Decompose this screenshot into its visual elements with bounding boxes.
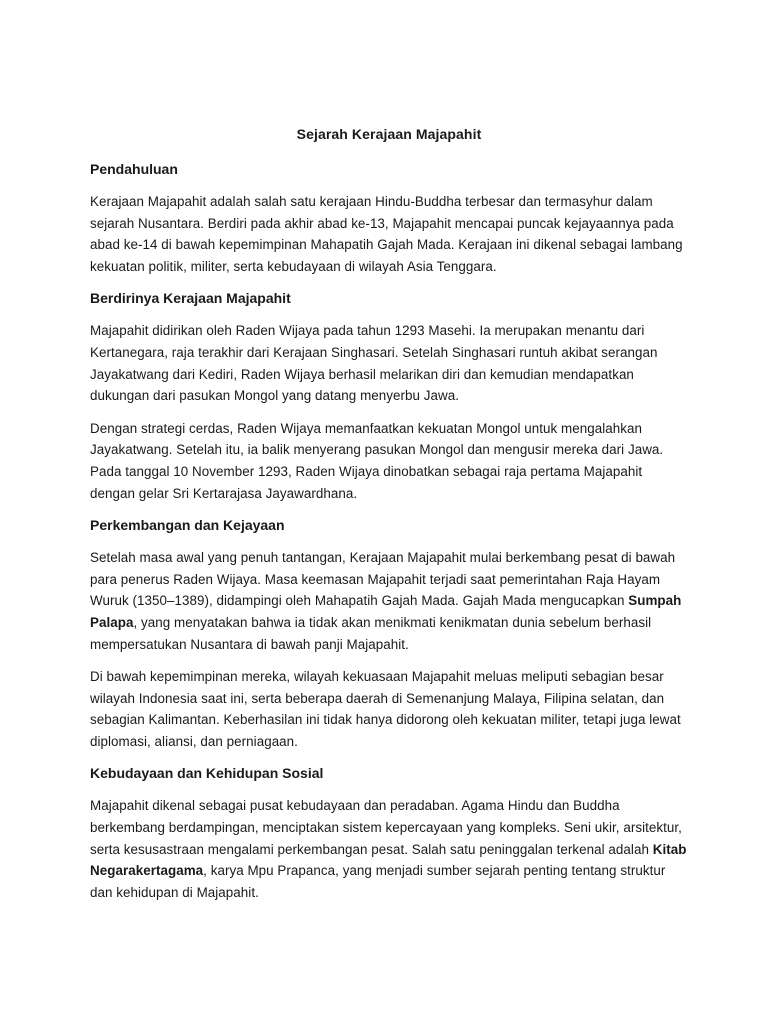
paragraph-text: , yang menyatakan bahwa ia tidak akan menikmati kenikmatan dunia sebelum berhasil mempersatukan Nusantara di bawah panji Majapahit. <box>90 614 652 652</box>
heading-pendahuluan: Pendahuluan <box>90 161 178 177</box>
paragraph-berdirinya-2: Dengan strategi cerdas, Raden Wijaya memanfaatkan kekuatan Mongol untuk mengalahkan Jayakatwang. Setelah itu, ia balik menyerang pasukan Mongol dan mengusir mereka dari Jawa. Pada tanggal 10 November 1293, Raden Wijaya dinobatkan sebagai raja pertama Majapahit dengan gelar Sri Kertarajasa Jayawardhana. <box>90 420 664 501</box>
paragraph-text: , karya Mpu Prapanca, yang menjadi sumber sejarah penting tentang struktur dan kehidupan di Majapahit. <box>90 863 666 900</box>
paragraph-perkembangan-2: Di bawah kepemimpinan mereka, wilayah kekuasaan Majapahit meluas meliputi sebagian besar wilayah Indonesia saat ini, serta beberapa daerah di Semenanjung Malaya, Filipina selatan, dan sebagian Kalimantan. Keberhasilan ini tidak hanya didorong oleh kekuatan militer, tetapi juga lewat diplomasi, aliansi, dan perniagaan. <box>90 669 681 749</box>
heading-perkembangan: Perkembangan dan Kejayaan <box>90 517 285 534</box>
paragraph-berdirinya-1: Majapahit didirikan oleh Raden Wijaya pada tahun 1293 Masehi. Ia merupakan menantu dari Kertanegara, raja terakhir dari Kerajaan Singhasari. Setelah Singhasari runtuh akibat serangan Jayakatwang dari Kediri, Raden Wijaya berhasil melarikan diri dan kemudian mendapatkan dukungan dari pasukan Mongol yang datang menyerbu Jawa. <box>90 323 658 404</box>
paragraph-text: Majapahit dikenal sebagai pusat kebudayaan dan peradaban. Agama Hindu dan Buddha berkembang berdampingan, menciptakan sistem kepercayaan yang kompleks. Seni ukir, arsitektur, serta kesusastraan mengalami perkembangan pesat. Salah satu peninggalan terkenal adalah <box>90 798 682 857</box>
paragraph-pendahuluan: Kerajaan Majapahit adalah salah satu kerajaan Hindu-Buddha terbesar dan termasyhur dalam sejarah Nusantara. Berdiri pada akhir abad ke-13, Majapahit mencapai puncak kejayaannya pada abad ke-14 di bawah kepemimpinan Mahapatih Gajah Mada. Kerajaan ini dikenal sebagai lambang kekuatan politik, militer, serta kebudayaan di wilayah Asia Tenggara. <box>90 194 683 274</box>
heading-berdirinya: Berdirinya Kerajaan Majapahit <box>90 290 291 307</box>
paragraph-text: Setelah masa awal yang penuh tantangan, Kerajaan Majapahit mulai berkembang pesat di bawah para penerus Raden Wijaya. Masa keemasan Majapahit terjadi saat pemerintahan Raja Hayam Wuruk (1350–1389), didampingi oleh Mahapatih Gajah Mada. Gajah Mada mengucapkan <box>90 550 676 609</box>
document-title: Sejarah Kerajaan Majapahit <box>296 126 482 142</box>
document-body <box>90 124 688 914</box>
bold-term-kitab-negarakertagama: Kitab Negarakertagama <box>90 841 687 879</box>
heading-kebudayaan: Kebudayaan dan Kehidupan Sosial <box>90 765 324 782</box>
paragraph-perkembangan-1 <box>90 547 688 655</box>
bold-term-sumpah-palapa: Sumpah Palapa <box>90 593 682 630</box>
paragraph-kebudayaan-1 <box>90 795 688 903</box>
